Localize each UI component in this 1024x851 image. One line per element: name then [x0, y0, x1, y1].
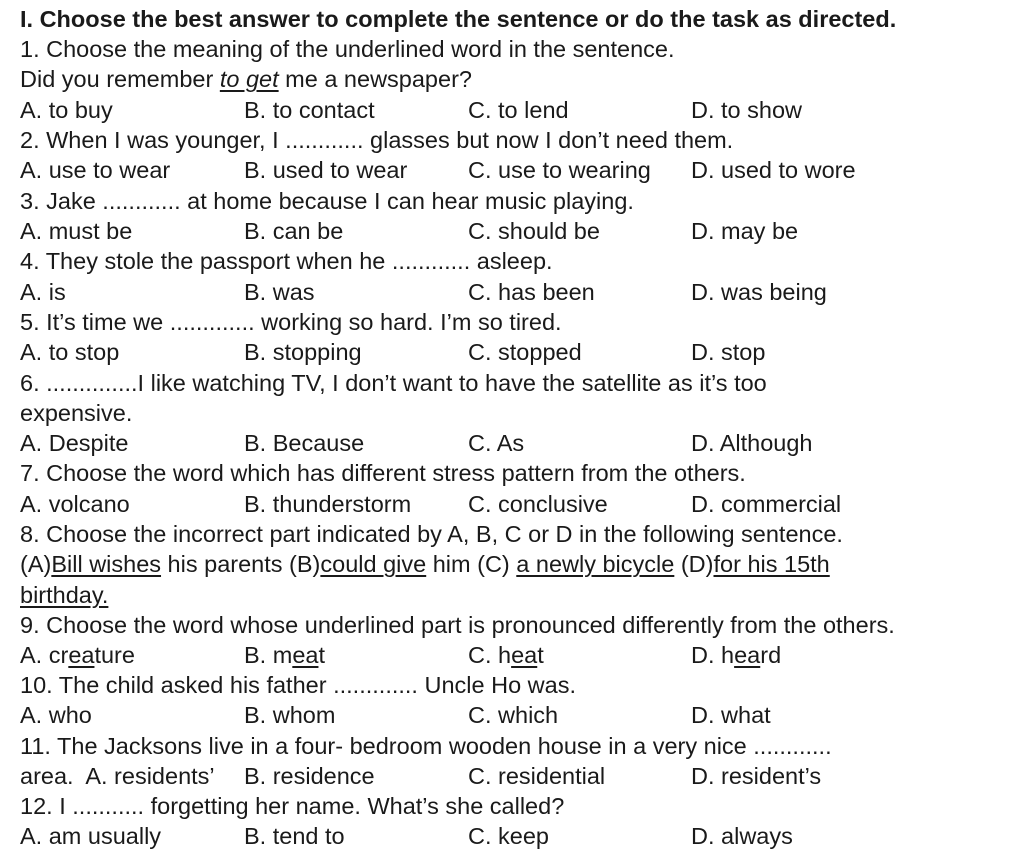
option-c: C. which	[468, 702, 559, 728]
option-c: C. conclusive	[468, 491, 608, 517]
option-c: C. As	[468, 430, 525, 456]
option-a: A. to buy	[20, 97, 113, 123]
option-c: C. to lend	[468, 97, 569, 123]
question-6-prompt-continued: expensive.	[20, 400, 133, 426]
option-a: A. creature	[20, 642, 135, 668]
part-label: his parents (B)	[161, 551, 321, 577]
question-10-prompt: 10. The child asked his father ............. Uncle Ho was.	[20, 672, 576, 698]
option-d: D. resident’s	[691, 763, 822, 789]
question-3-options	[20, 216, 1018, 246]
option-b: B. whom	[244, 702, 336, 728]
option-b: B. to contact	[244, 97, 375, 123]
option-b: B. Because	[244, 430, 365, 456]
option-d: D. what	[691, 702, 771, 728]
question-6-prompt: 6. ..............I like watching TV, I don’t want to have the satellite as it’s too	[20, 370, 767, 396]
option-d: D. used to wore	[691, 157, 856, 183]
option-c: C. residential	[468, 763, 606, 789]
question-11-prompt: 11. The Jacksons live in a four- bedroom wooden house in a very nice ............	[20, 733, 832, 759]
question-4-options	[20, 277, 1018, 307]
question-8-sentence	[20, 549, 1018, 579]
question-11-options	[20, 761, 1018, 791]
option-a: A. must be	[20, 218, 133, 244]
option-b: B. residence	[244, 763, 375, 789]
question-7-prompt: 7. Choose the word which has different stress pattern from the others.	[20, 460, 746, 486]
part-d-underlined: birthday.	[20, 582, 109, 608]
question-1-options	[20, 95, 1018, 125]
option-d: D. stop	[691, 339, 766, 365]
option-d: D. Although	[691, 430, 813, 456]
option-c: C. should be	[468, 218, 600, 244]
question-3-prompt: 3. Jake ............ at home because I can hear music playing.	[20, 188, 634, 214]
option-c: C. has been	[468, 279, 595, 305]
option-d: D. may be	[691, 218, 799, 244]
option-b: B. stopping	[244, 339, 362, 365]
option-d: D. always	[691, 823, 793, 849]
question-4-prompt: 4. They stole the passport when he ............ asleep.	[20, 248, 553, 274]
option-a: A. to stop	[20, 339, 120, 365]
option-a: A. who	[20, 702, 92, 728]
option-a: A. Despite	[20, 430, 129, 456]
question-10-options	[20, 700, 1018, 730]
question-5-options	[20, 337, 1018, 367]
part-label: (A)	[20, 551, 52, 577]
prompt-continued: area.	[20, 763, 86, 789]
option-b: B. meat	[244, 642, 325, 668]
question-8-prompt: 8. Choose the incorrect part indicated by A, B, C or D in the following sentence.	[20, 521, 843, 547]
part-b-underlined: could give	[320, 551, 427, 577]
question-2-prompt: 2. When I was younger, I ............ glasses but now I don’t need them.	[20, 127, 734, 153]
option-a: A. am usually	[20, 823, 162, 849]
question-12-options	[20, 821, 1018, 851]
option-c: C. heat	[468, 642, 544, 668]
question-5-prompt: 5. It’s time we ............. working so hard. I’m so tired.	[20, 309, 562, 335]
part-label: him (C)	[426, 551, 517, 577]
option-a: area. A. residents’	[20, 763, 215, 789]
option-d: D. was being	[691, 279, 827, 305]
option-d: D. to show	[691, 97, 803, 123]
question-1-prompt: 1. Choose the meaning of the underlined word in the sentence.	[20, 36, 675, 62]
question-6-options	[20, 428, 1018, 458]
option-d: D. commercial	[691, 491, 842, 517]
option-b: B. thunderstorm	[244, 491, 412, 517]
question-12-prompt: 12. I ........... forgetting her name. What’s she called?	[20, 793, 565, 819]
question-2-options	[20, 155, 1018, 185]
question-7-options	[20, 489, 1018, 519]
option-b: B. can be	[244, 218, 344, 244]
option-c: C. use to wearing	[468, 157, 651, 183]
question-9-prompt: 9. Choose the word whose underlined part is pronounced differently from the others.	[20, 612, 895, 638]
question-8-sentence-continued	[20, 580, 1018, 610]
sentence-text: Did you remember	[20, 66, 220, 92]
option-b: B. tend to	[244, 823, 345, 849]
option-b: B. used to wear	[244, 157, 408, 183]
option-a: A. is	[20, 279, 66, 305]
section-title: I. Choose the best answer to complete the sentence or do the task as directed.	[20, 6, 897, 32]
option-b: B. was	[244, 279, 315, 305]
option-c: C. stopped	[468, 339, 582, 365]
question-9-options	[20, 640, 1018, 670]
sentence-text: me a newspaper?	[278, 66, 472, 92]
part-c-underlined: a newly bicycle	[516, 551, 675, 577]
part-a-underlined: Bill wishes	[51, 551, 162, 577]
option-c: C. keep	[468, 823, 549, 849]
option-d: D. heard	[691, 642, 782, 668]
option-a: A. volcano	[20, 491, 130, 517]
part-d-underlined: for his 15th	[713, 551, 830, 577]
option-a: A. use to wear	[20, 157, 171, 183]
part-label: (D)	[674, 551, 714, 577]
underlined-word: to get	[219, 66, 279, 92]
question-1-sentence	[20, 64, 1018, 94]
